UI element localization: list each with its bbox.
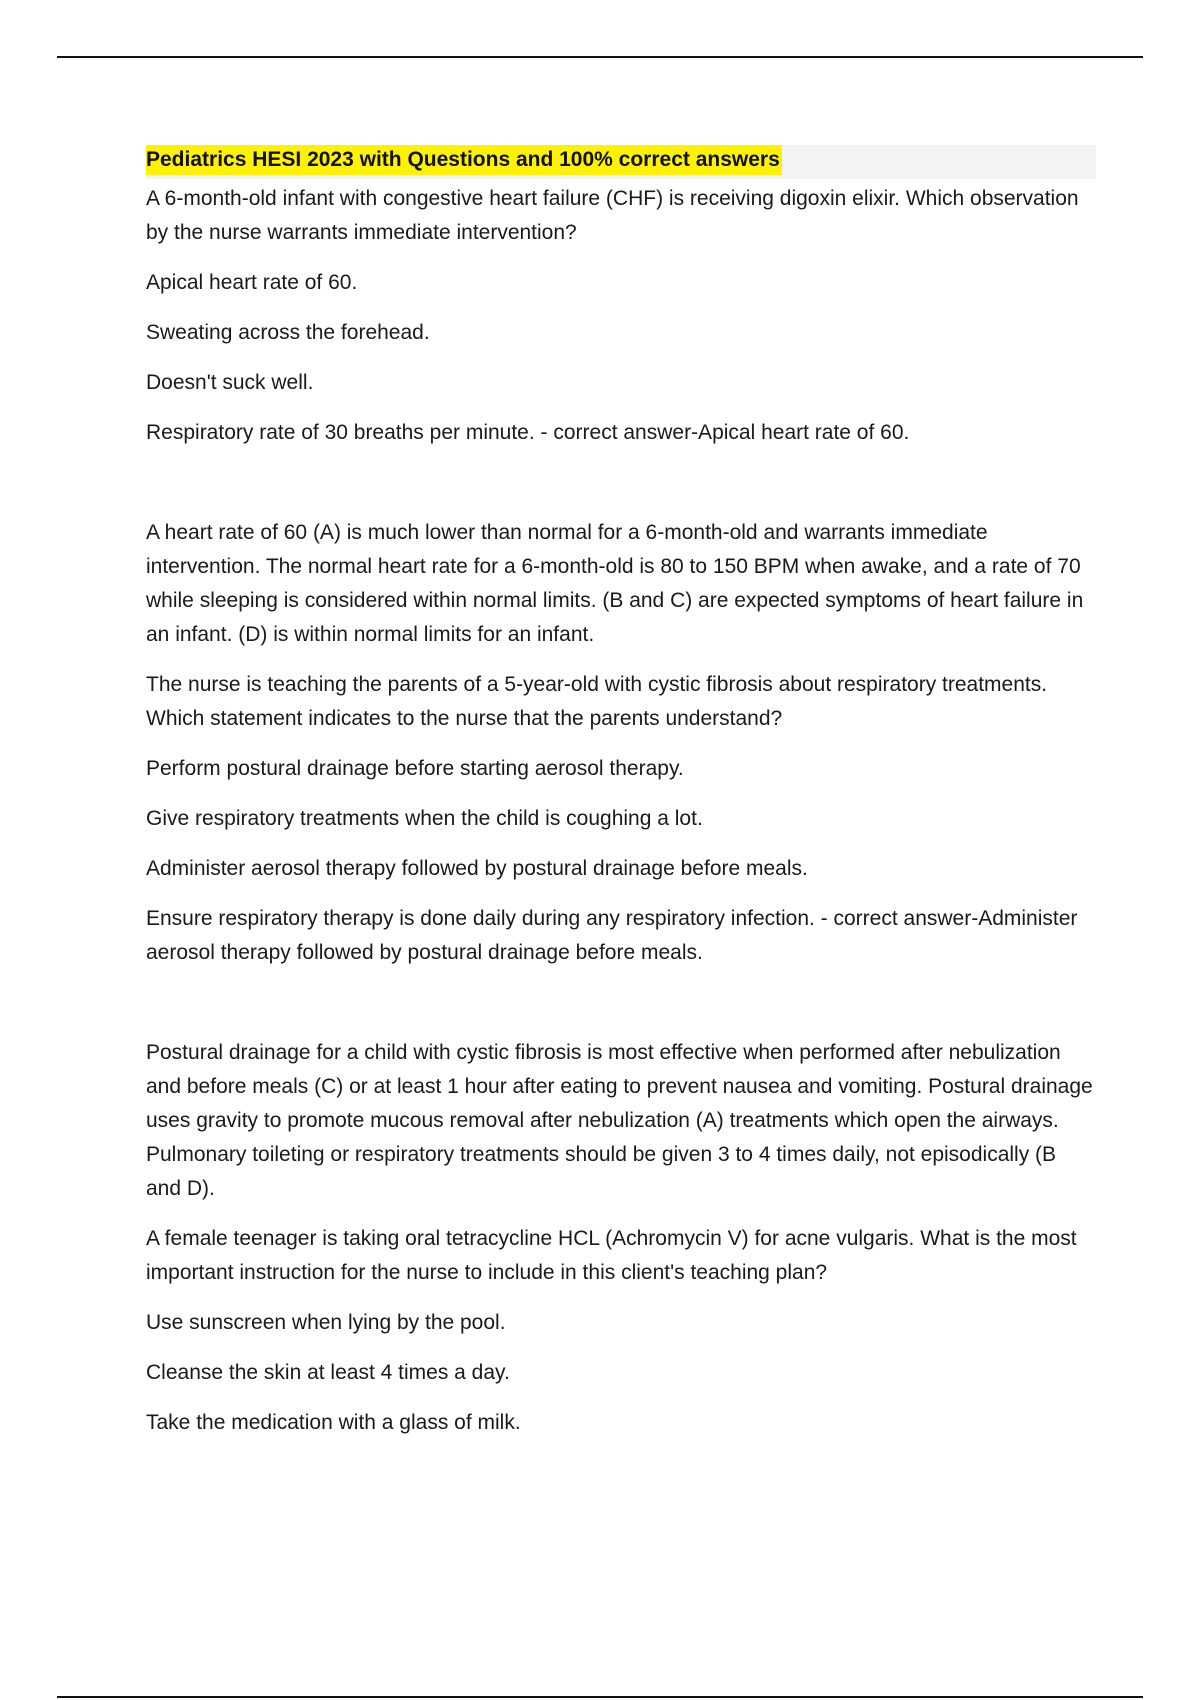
question-2-explanation: Postural drainage for a child with cystic fibrosis is most effective when performed after nebulization and before meals (C) or at least 1 hour after eating to prevent nausea and vomiting. Postural drainage uses gravity to promote mucous removal after nebulization (A) treatments which open the airways. Pulmonary toileting or respiratory treatments should be given 3 to 4 times daily, not episodically (B and D). bbox=[146, 1041, 1093, 1200]
top-rule bbox=[57, 56, 1143, 58]
question-1-option-d-answer: Respiratory rate of 30 breaths per minute. - correct answer-Apical heart rate of 60. bbox=[146, 421, 910, 444]
document-body bbox=[146, 145, 1096, 1456]
question-1-option-a: Apical heart rate of 60. bbox=[146, 271, 358, 294]
question-3-option-a: Use sunscreen when lying by the pool. bbox=[146, 1311, 506, 1334]
question-1-explanation: A heart rate of 60 (A) is much lower than normal for a 6-month-old and warrants immediate intervention. The normal heart rate for a 6-month-old is 80 to 150 BPM when awake, and a rate of 70 while sleeping is considered within normal limits. (B and C) are expected symptoms of heart failure in an infant. (D) is within normal limits for an infant. bbox=[146, 521, 1084, 646]
question-2-option-d-answer: Ensure respiratory therapy is done daily during any respiratory infection. - correct answer-Administer aerosol therapy followed by postural drainage before meals. bbox=[146, 907, 1078, 964]
question-2-option-a: Perform postural drainage before starting aerosol therapy. bbox=[146, 757, 684, 780]
question-3-option-b: Cleanse the skin at least 4 times a day. bbox=[146, 1361, 510, 1384]
document-title: Pediatrics HESI 2023 with Questions and 100% correct answers bbox=[146, 145, 782, 175]
question-1-stem: A 6-month-old infant with congestive heart failure (CHF) is receiving digoxin elixir. Which observation by the nurse warrants immediate intervention? bbox=[146, 187, 1079, 244]
question-3-option-c: Take the medication with a glass of milk. bbox=[146, 1411, 521, 1434]
title-row bbox=[146, 145, 1096, 179]
bottom-rule bbox=[57, 1696, 1143, 1698]
question-2-option-b: Give respiratory treatments when the child is coughing a lot. bbox=[146, 807, 703, 830]
question-3-stem: A female teenager is taking oral tetracycline HCL (Achromycin V) for acne vulgaris. What is the most important instruction for the nurse to include in this client's teaching plan? bbox=[146, 1227, 1077, 1284]
question-2-stem: The nurse is teaching the parents of a 5-year-old with cystic fibrosis about respiratory treatments. Which statement indicates to the nurse that the parents understand? bbox=[146, 673, 1048, 730]
question-1-option-b: Sweating across the forehead. bbox=[146, 321, 430, 344]
question-2-option-c: Administer aerosol therapy followed by postural drainage before meals. bbox=[146, 857, 808, 880]
question-1-option-c: Doesn't suck well. bbox=[146, 371, 314, 394]
